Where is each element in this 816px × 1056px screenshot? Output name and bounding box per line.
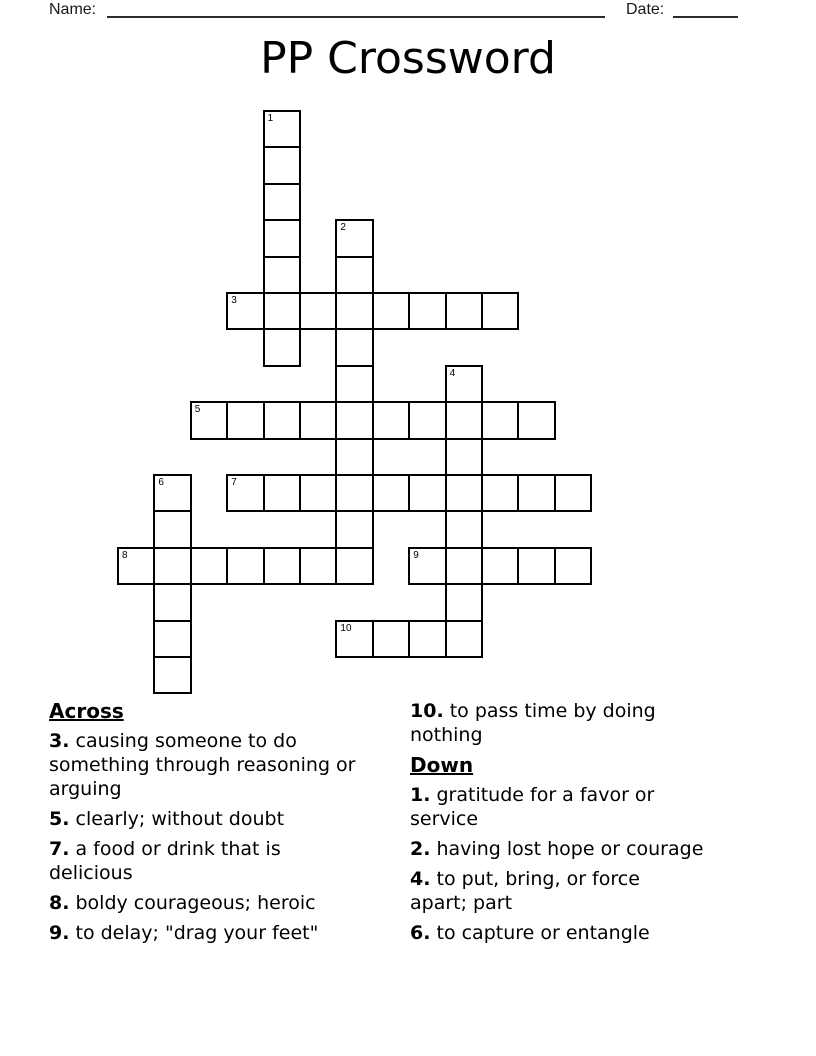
grid-cell-r7-c9[interactable] [445, 365, 483, 403]
grid-cell-r10-c5[interactable] [299, 474, 337, 512]
cell-number-3: 3 [231, 295, 237, 306]
grid-cell-r10-c7[interactable] [372, 474, 410, 512]
grid-cell-r8-c5[interactable] [299, 401, 337, 439]
grid-cell-r8-c2[interactable] [190, 401, 228, 439]
grid-cell-r6-c4[interactable] [263, 328, 301, 366]
clue-number: 8. [49, 892, 70, 914]
page-title: PP Crossword [260, 33, 556, 84]
cell-number-10: 10 [340, 622, 352, 634]
grid-cell-r10-c1[interactable] [153, 474, 191, 512]
grid-cell-r5-c10[interactable] [481, 292, 519, 330]
clue-down-6: 6. to capture or entangle [410, 922, 650, 944]
down-heading: Down [410, 753, 474, 777]
grid-cell-r10-c3[interactable] [226, 474, 264, 512]
grid-cell-r12-c0[interactable] [117, 547, 155, 585]
grid-cell-r12-c6[interactable] [335, 547, 373, 585]
clue-down-4: 4. to put, bring, or force apart; part [410, 868, 640, 914]
grid-cell-r12-c1[interactable] [153, 547, 191, 585]
grid-cell-r3-c6[interactable] [335, 219, 373, 257]
grid-cell-r8-c10[interactable] [481, 401, 519, 439]
grid-cell-r12-c9[interactable] [445, 547, 483, 585]
grid-cell-r8-c4[interactable] [263, 401, 301, 439]
grid-cell-r12-c12[interactable] [554, 547, 592, 585]
grid-cell-r10-c9[interactable] [445, 474, 483, 512]
grid-cell-r10-c6[interactable] [335, 474, 373, 512]
cell-number-2: 2 [340, 222, 346, 234]
grid-cell-r15-c1[interactable] [153, 656, 191, 694]
clue-number: 9. [49, 922, 70, 944]
grid-cell-r13-c1[interactable] [153, 583, 191, 621]
grid-cell-r12-c4[interactable] [263, 547, 301, 585]
across-heading: Across [49, 699, 124, 723]
grid-cell-r5-c5[interactable] [299, 292, 337, 330]
clue-across-3: 3. causing someone to do something through reasoning or arguing [49, 730, 356, 800]
clue-across-7: 7. a food or drink that is delicious [49, 838, 281, 884]
grid-cell-r11-c9[interactable] [445, 510, 483, 548]
grid-cell-r9-c6[interactable] [335, 438, 373, 476]
grid-cell-r2-c4[interactable] [263, 183, 301, 221]
grid-cell-r6-c6[interactable] [335, 328, 373, 366]
grid-cell-r7-c6[interactable] [335, 365, 373, 403]
clue-number: 3. [49, 730, 70, 752]
name-blank-line[interactable] [107, 1, 605, 18]
clue-across-5: 5. clearly; without doubt [49, 808, 285, 830]
grid-cell-r12-c5[interactable] [299, 547, 337, 585]
cell-number-7: 7 [231, 477, 237, 488]
grid-cell-r0-c4[interactable] [263, 110, 301, 148]
grid-cell-r10-c11[interactable] [517, 474, 555, 512]
clue-across-10: 10. to pass time by doing nothing [410, 700, 656, 746]
clue-number: 6. [410, 922, 431, 944]
clue-number: 1. [410, 784, 431, 806]
grid-cell-r14-c7[interactable] [372, 620, 410, 658]
down-clues-list [410, 783, 770, 945]
name-label: Name: [49, 1, 97, 18]
cell-number-9: 9 [413, 549, 419, 561]
cell-number-6: 6 [158, 477, 164, 488]
clue-down-2: 2. having lost hope or courage [410, 838, 704, 860]
clue-number: 4. [410, 868, 431, 890]
grid-cell-r8-c7[interactable] [372, 401, 410, 439]
grid-cell-r12-c8[interactable] [408, 547, 446, 585]
grid-cell-r8-c9[interactable] [445, 401, 483, 439]
grid-cell-r10-c12[interactable] [554, 474, 592, 512]
grid-cell-r8-c3[interactable] [226, 401, 264, 439]
grid-cell-r8-c11[interactable] [517, 401, 555, 439]
grid-cell-r10-c8[interactable] [408, 474, 446, 512]
clues-column-left [49, 699, 409, 951]
date-label: Date: [626, 1, 665, 18]
clue-across-9: 9. to delay; "drag your feet" [49, 922, 319, 944]
grid-cell-r10-c10[interactable] [481, 474, 519, 512]
grid-cell-r12-c2[interactable] [190, 547, 228, 585]
clue-across-8: 8. boldy courageous; heroic [49, 892, 316, 914]
grid-cell-r13-c9[interactable] [445, 583, 483, 621]
grid-cell-r12-c11[interactable] [517, 547, 555, 585]
across-clues-overflow [410, 699, 770, 747]
clue-number: 7. [49, 838, 70, 860]
grid-cell-r12-c3[interactable] [226, 547, 264, 585]
grid-cell-r12-c10[interactable] [481, 547, 519, 585]
cell-number-8: 8 [122, 549, 128, 561]
grid-cell-r5-c8[interactable] [408, 292, 446, 330]
grid-cell-r5-c4[interactable] [263, 292, 301, 330]
clue-number: 10. [410, 700, 444, 722]
cell-number-4: 4 [449, 367, 456, 379]
cell-number-5: 5 [194, 404, 201, 416]
grid-cell-r10-c4[interactable] [263, 474, 301, 512]
grid-cell-r14-c6[interactable] [335, 620, 373, 658]
clue-down-1: 1. gratitude for a favor or service [410, 784, 655, 830]
grid-cell-r4-c4[interactable] [263, 256, 301, 294]
across-clues-list [49, 729, 409, 945]
grid-cell-r5-c3[interactable] [226, 292, 264, 330]
grid-cell-r4-c6[interactable] [335, 256, 373, 294]
date-blank-line[interactable] [673, 1, 738, 18]
grid-cell-r3-c4[interactable] [263, 219, 301, 257]
grid-cell-r14-c9[interactable] [445, 620, 483, 658]
grid-cell-r5-c9[interactable] [445, 292, 483, 330]
clue-number: 5. [49, 808, 70, 830]
clues-column-right [410, 699, 770, 951]
clue-number: 2. [410, 838, 431, 860]
grid-cell-r8-c6[interactable] [335, 401, 373, 439]
grid-cell-r8-c8[interactable] [408, 401, 446, 439]
grid-cell-r5-c7[interactable] [372, 292, 410, 330]
grid-cell-r11-c6[interactable] [335, 510, 373, 548]
grid-cell-r14-c8[interactable] [408, 620, 446, 658]
grid-cell-r14-c1[interactable] [153, 620, 191, 658]
grid-cell-r9-c9[interactable] [445, 438, 483, 476]
grid-cell-r5-c6[interactable] [335, 292, 373, 330]
cell-number-1: 1 [267, 113, 274, 124]
grid-cell-r11-c1[interactable] [153, 510, 191, 548]
grid-cell-r1-c4[interactable] [263, 146, 301, 184]
